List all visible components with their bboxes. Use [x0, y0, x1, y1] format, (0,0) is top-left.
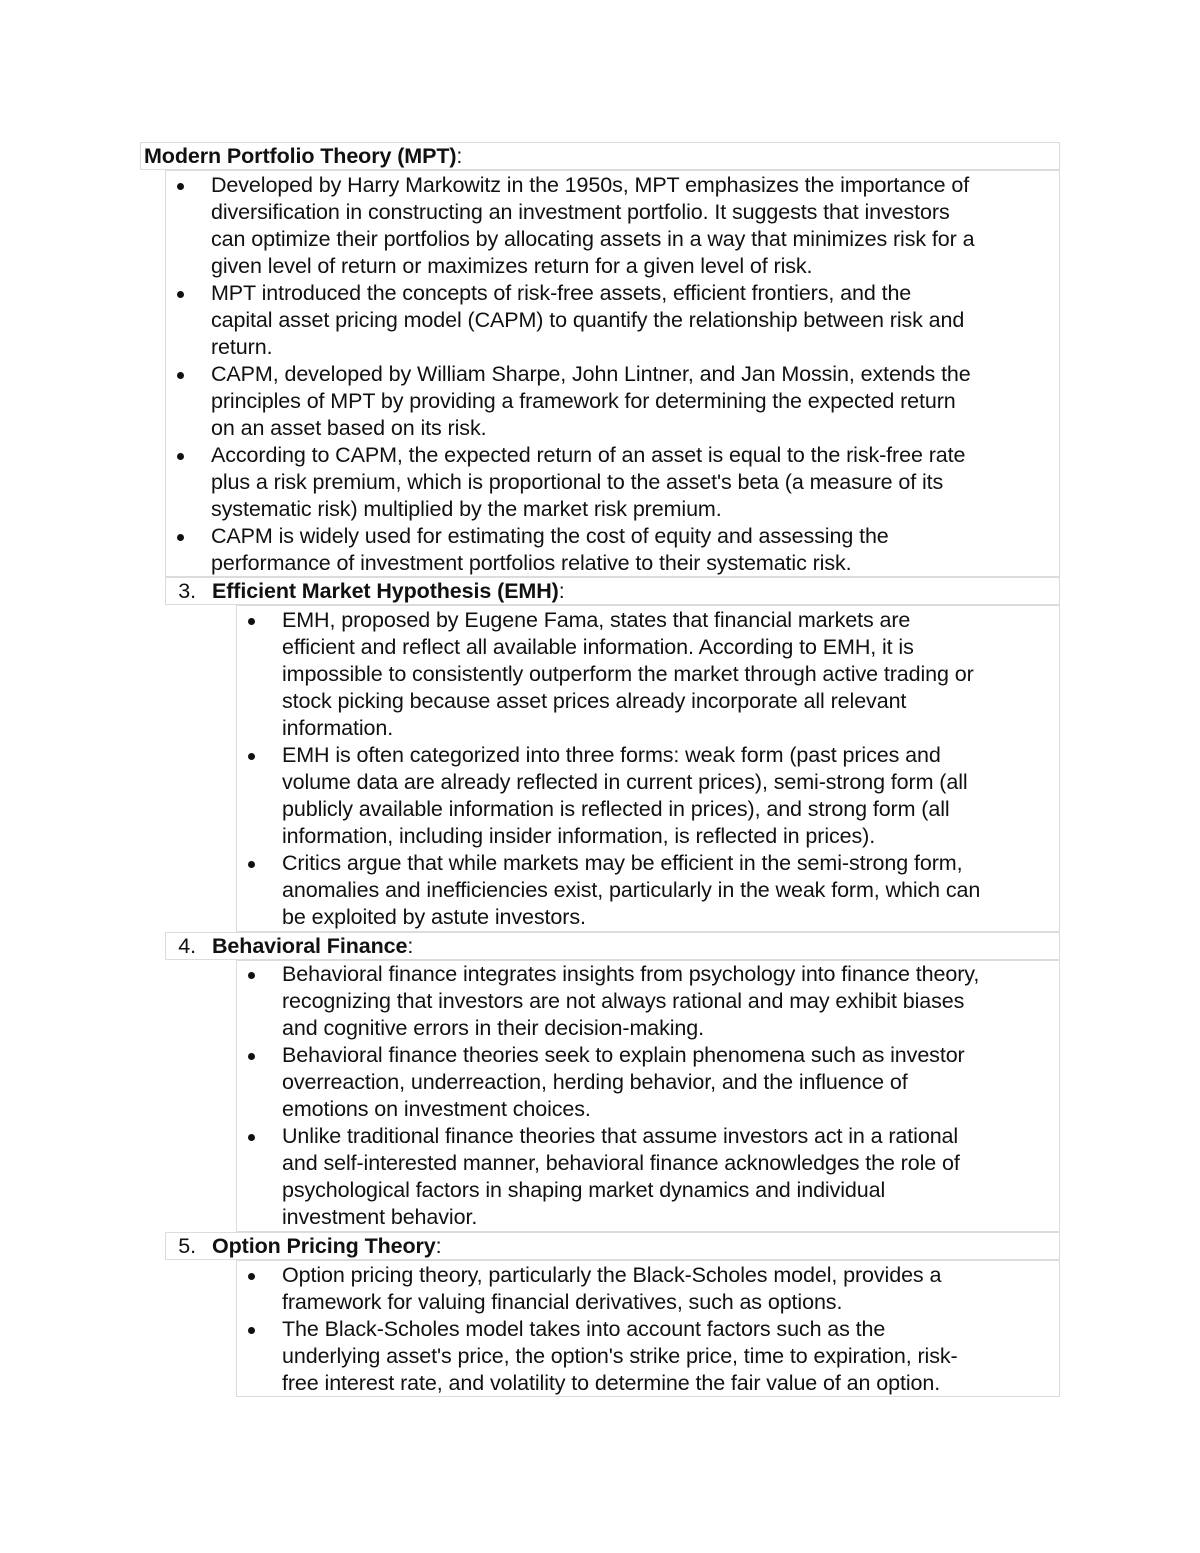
bullet-line: Critics argue that while markets may be efficient in the semi-strong form,: [282, 851, 963, 875]
bullet-list-behavioral: [282, 961, 1060, 1231]
bullet-line: impossible to consistently outperform the market through active trading or: [282, 662, 974, 686]
bullet-item: [282, 961, 1060, 1042]
bullet-item: [282, 850, 1060, 931]
bullet-item: [282, 1123, 1060, 1231]
section-title-suffix: :: [407, 934, 414, 958]
bullet-line: Developed by Harry Markowitz in the 1950s, MPT emphasizes the importance of: [211, 173, 970, 197]
bullet-dot-icon: [177, 291, 184, 298]
bullet-line: psychological factors in shaping market dynamics and individual: [282, 1178, 886, 1202]
bullet-line: principles of MPT by providing a framework for determining the expected return: [211, 389, 956, 413]
bullet-item: [211, 172, 1061, 280]
section-heading-option-pricing: [165, 1232, 1060, 1260]
bullet-line: EMH, proposed by Eugene Fama, states that financial markets are: [282, 608, 911, 632]
bullet-line: on an asset based on its risk.: [211, 416, 487, 440]
bullet-line: performance of investment portfolios relative to their systematic risk.: [211, 551, 852, 575]
bullet-line: investment behavior.: [282, 1205, 478, 1229]
bullet-line: CAPM is widely used for estimating the cost of equity and assessing the: [211, 524, 889, 548]
bullet-line: anomalies and inefficiencies exist, particularly in the weak form, which can: [282, 878, 981, 902]
bullet-dot-icon: [248, 861, 255, 868]
bullet-line: information, including insider information, is reflected in prices).: [282, 824, 876, 848]
bullet-line: Behavioral finance integrates insights from psychology into finance theory,: [282, 962, 980, 986]
bullet-dot-icon: [248, 972, 255, 979]
bullet-line: and self-interested manner, behavioral finance acknowledges the role of: [282, 1151, 960, 1175]
bullet-item: [282, 1262, 1060, 1316]
bullet-item: [211, 361, 1061, 442]
bullet-line: emotions on investment choices.: [282, 1097, 591, 1121]
bullet-line: overreaction, underreaction, herding behavior, and the influence of: [282, 1070, 908, 1094]
section-number: 5.: [178, 1234, 196, 1258]
section-number: 4.: [178, 934, 196, 958]
bullet-item: [211, 523, 1061, 577]
bullet-line: and cognitive errors in their decision-making.: [282, 1016, 705, 1040]
bullet-line: EMH is often categorized into three forms: weak form (past prices and: [282, 743, 941, 767]
bullet-item: [282, 1316, 1060, 1397]
section-title: Behavioral Finance: [212, 934, 408, 958]
bullet-line: systematic risk) multiplied by the market risk premium.: [211, 497, 722, 521]
bullet-dot-icon: [248, 753, 255, 760]
bullet-dot-icon: [177, 183, 184, 190]
bullet-line: be exploited by astute investors.: [282, 905, 586, 929]
bullet-line: volume data are already reflected in current prices), semi-strong form (all: [282, 770, 968, 794]
section-title: Modern Portfolio Theory (MPT): [144, 144, 457, 168]
bullet-line: framework for valuing financial derivatives, such as options.: [282, 1290, 843, 1314]
bullet-list-option-pricing: [282, 1262, 1060, 1397]
bullet-dot-icon: [248, 1273, 255, 1280]
bullet-line: Behavioral finance theories seek to explain phenomena such as investor: [282, 1043, 965, 1067]
section-number: 3.: [178, 579, 196, 603]
bullet-dot-icon: [248, 1053, 255, 1060]
bullet-line: can optimize their portfolios by allocating assets in a way that minimizes risk for a: [211, 227, 975, 251]
bullet-line: return.: [211, 335, 273, 359]
bullet-line: Option pricing theory, particularly the Black-Scholes model, provides a: [282, 1263, 942, 1287]
bullet-item: [282, 607, 1060, 742]
section-title: Efficient Market Hypothesis (EMH): [212, 579, 559, 603]
section-title-suffix: :: [456, 144, 463, 168]
bullet-line: diversification in constructing an investment portfolio. It suggests that investors: [211, 200, 950, 224]
bullet-line: publicly available information is reflected in prices), and strong form (all: [282, 797, 950, 821]
bullet-line: capital asset pricing model (CAPM) to quantify the relationship between risk and: [211, 308, 965, 332]
bullet-line: MPT introduced the concepts of risk-free assets, efficient frontiers, and the: [211, 281, 912, 305]
bullet-line: plus a risk premium, which is proportional to the asset's beta (a measure of its: [211, 470, 944, 494]
bullet-list-emh: [282, 607, 1060, 931]
bullet-line: given level of return or maximizes return for a given level of risk.: [211, 254, 813, 278]
section-title: Option Pricing Theory: [212, 1234, 436, 1258]
bullet-line: information.: [282, 716, 394, 740]
bullet-item: [282, 1042, 1060, 1123]
bullet-dot-icon: [177, 534, 184, 541]
bullet-dot-icon: [248, 618, 255, 625]
section-heading-emh: [165, 577, 1060, 605]
bullet-line: underlying asset's price, the option's strike price, time to expiration, risk-: [282, 1344, 958, 1368]
bullet-line: stock picking because asset prices already incorporate all relevant: [282, 689, 907, 713]
bullet-dot-icon: [248, 1134, 255, 1141]
bullet-line: recognizing that investors are not always rational and may exhibit biases: [282, 989, 965, 1013]
bullet-line: efficient and reflect all available information. According to EMH, it is: [282, 635, 914, 659]
bullet-line: free interest rate, and volatility to determine the fair value of an option.: [282, 1371, 941, 1395]
bullet-line: The Black-Scholes model takes into account factors such as the: [282, 1317, 886, 1341]
bullet-dot-icon: [177, 453, 184, 460]
bullet-item: [211, 442, 1061, 523]
bullet-line: According to CAPM, the expected return of an asset is equal to the risk-free rate: [211, 443, 966, 467]
bullet-line: Unlike traditional finance theories that assume investors act in a rational: [282, 1124, 959, 1148]
bullet-list-mpt: [211, 172, 1061, 577]
section-title-suffix: :: [435, 1234, 442, 1258]
bullet-line: CAPM, developed by William Sharpe, John Lintner, and Jan Mossin, extends the: [211, 362, 971, 386]
bullet-item: [282, 742, 1060, 850]
section-title-suffix: :: [558, 579, 565, 603]
section-heading-mpt: [140, 142, 1060, 170]
bullet-dot-icon: [248, 1327, 255, 1334]
bullet-dot-icon: [177, 372, 184, 379]
section-heading-behavioral: [165, 932, 1060, 960]
bullet-item: [211, 280, 1061, 361]
